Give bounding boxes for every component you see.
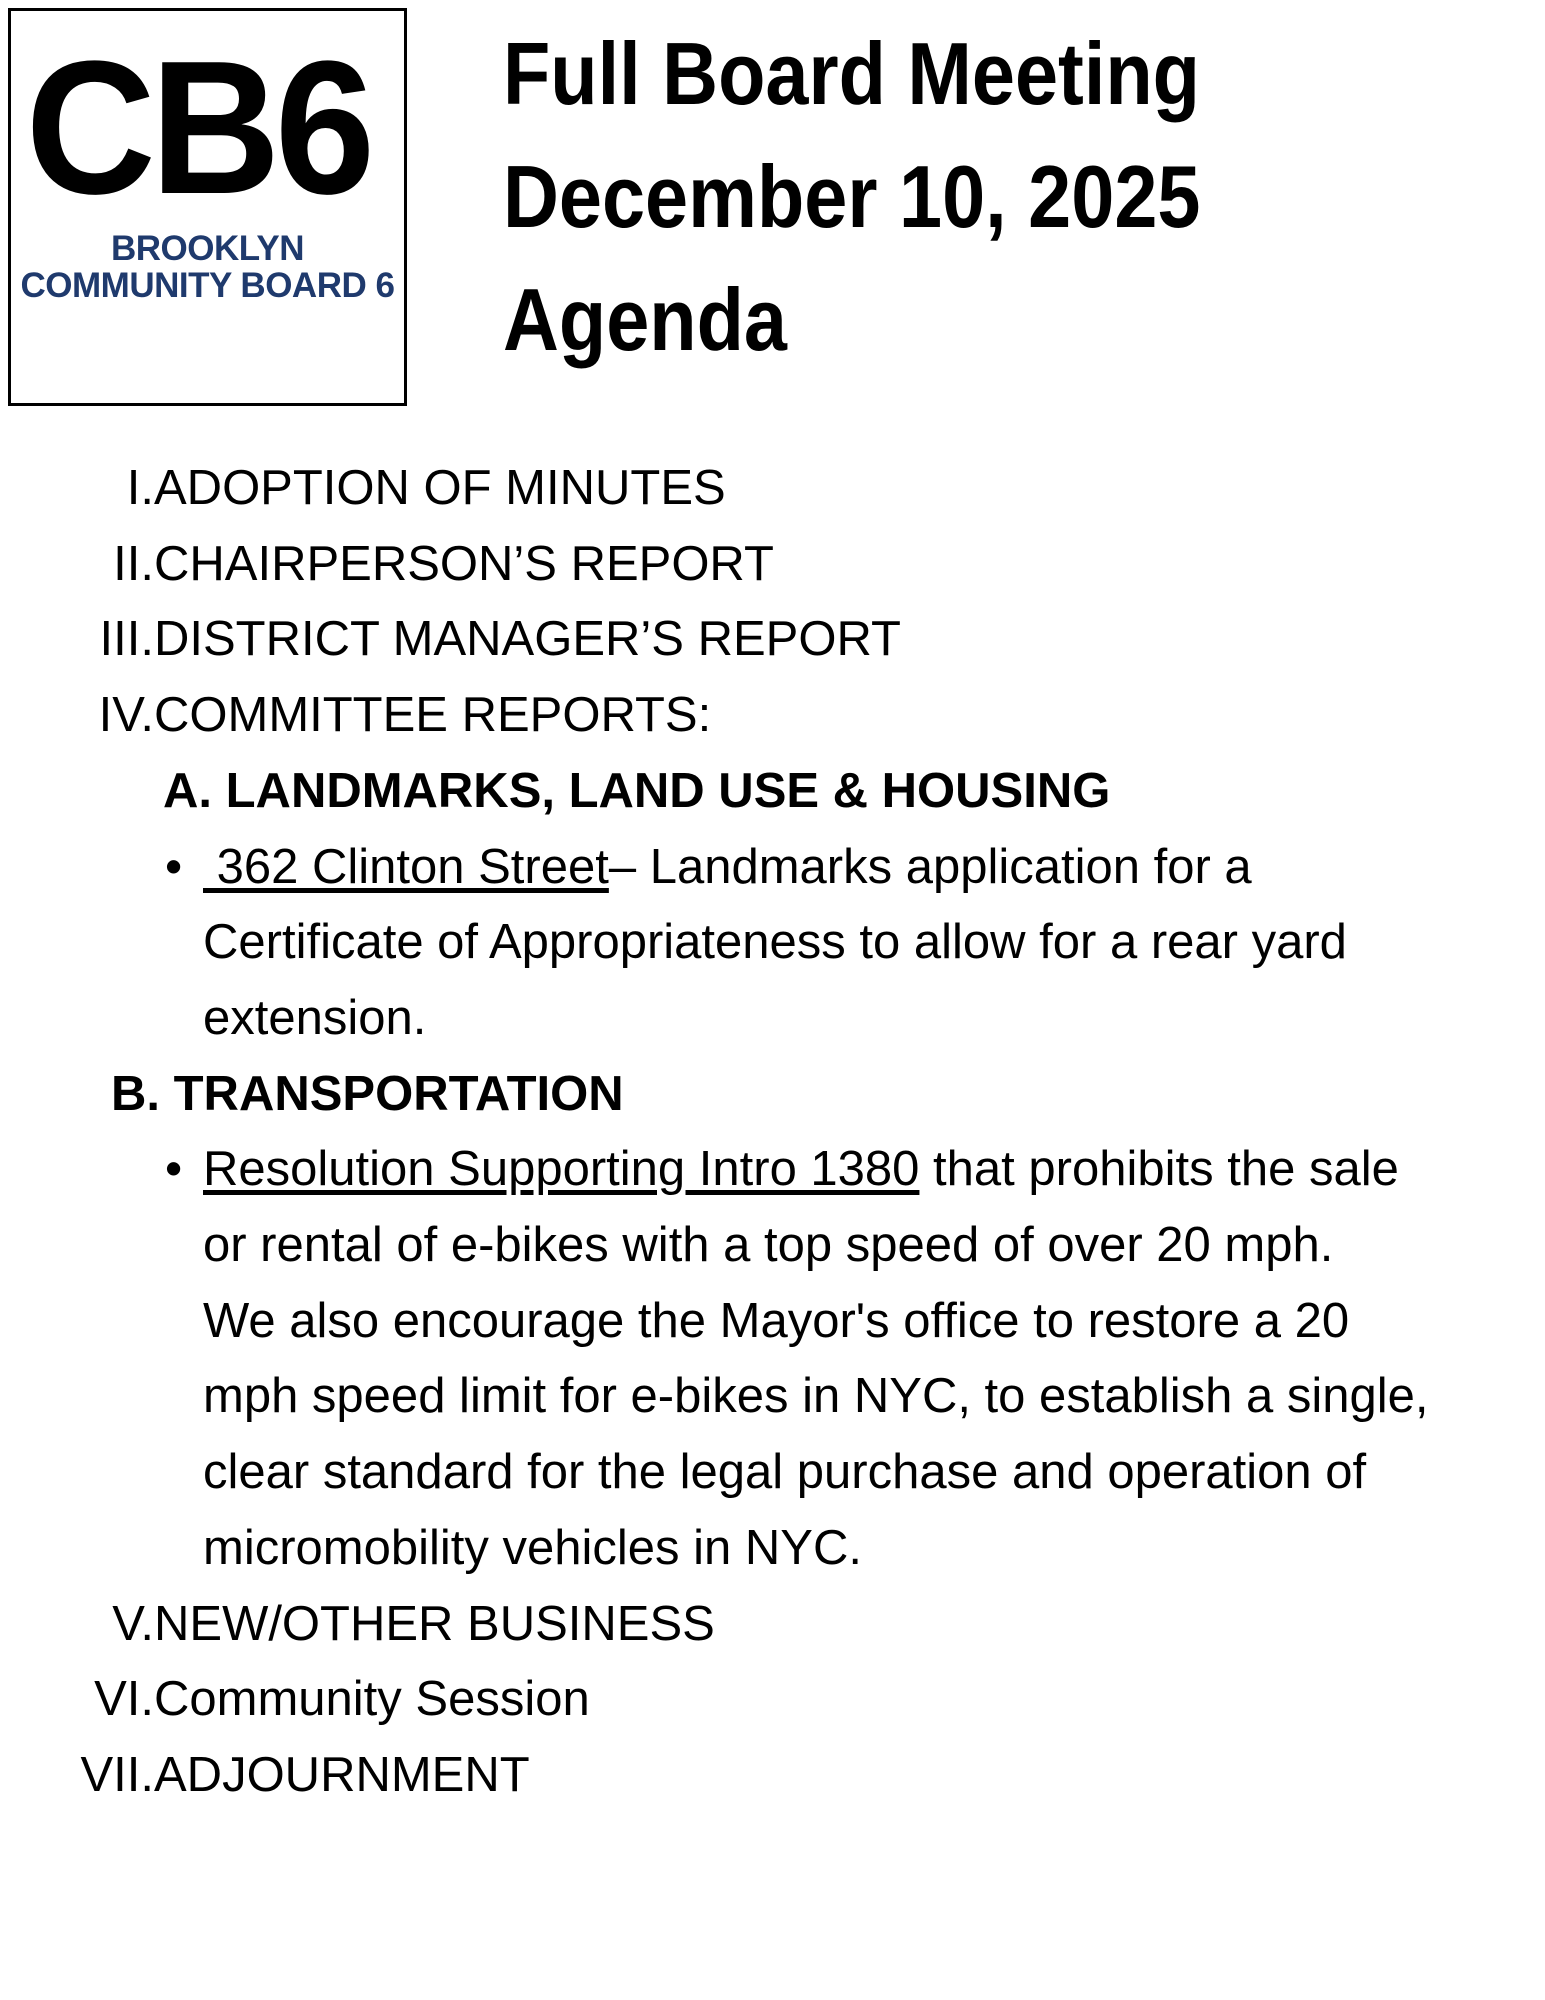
item-text: Community Session [154, 1672, 590, 1727]
agenda-item-VI [0, 1662, 1545, 1738]
bullet-line [0, 1132, 1545, 1208]
item-number: III. [99, 612, 154, 667]
agenda-bullet [0, 830, 1545, 1057]
item-number: V. [112, 1596, 154, 1651]
item-text: LANDMARKS, LAND USE & HOUSING [225, 763, 1111, 818]
cb6-logo [8, 8, 407, 406]
title-line-2: December 10, 2025 [503, 147, 1201, 246]
agenda-section-A [0, 754, 1545, 830]
meeting-title [503, 12, 1296, 381]
text-segment: clear standard for the legal purchase and operation of [203, 1445, 1367, 1500]
item-number: I. [126, 461, 154, 515]
item-number: VII. [80, 1747, 154, 1802]
agenda-bullet [0, 1132, 1545, 1586]
bullet-line [0, 1284, 1545, 1360]
bullet-line [0, 1435, 1545, 1511]
item-text: NEW/OTHER BUSINESS [154, 1596, 715, 1651]
item-text: TRANSPORTATION [173, 1066, 624, 1121]
text-segment: or rental of e-bikes with a top speed of over 20 mph. [203, 1218, 1334, 1273]
bullet-line [0, 981, 1545, 1057]
text-segment: mph speed limit for e-bikes in NYC, to establish a single, [203, 1369, 1429, 1424]
item-number: A. [163, 763, 226, 818]
item-number: IV. [98, 688, 154, 743]
text-segment: We also encourage the Mayor's office to restore a 20 [203, 1293, 1350, 1348]
item-text: ADJOURNMENT [154, 1747, 530, 1802]
text-segment: 362 Clinton Street [203, 839, 609, 894]
text-segment: that prohibits the sale [919, 1142, 1399, 1197]
bullet-line [0, 905, 1545, 981]
logo-acronym: CB6 [25, 22, 370, 234]
item-number: II. [113, 536, 154, 591]
logo-org-line1: BROOKLYN [110, 229, 305, 268]
text-segment: micromobility vehicles in NYC. [203, 1520, 862, 1575]
title-line-1: Full Board Meeting [503, 24, 1200, 123]
logo-org-line2: COMMUNITY BOARD 6 [20, 266, 395, 305]
bullet-icon: • [165, 839, 183, 894]
agenda-item-V [0, 1587, 1545, 1663]
item-text: COMMITTEE REPORTS: [154, 688, 712, 743]
title-line-3: Agenda [503, 270, 787, 369]
item-text: DISTRICT MANAGER’S REPORT [154, 612, 901, 667]
item-number: VI. [94, 1672, 154, 1727]
text-segment: Certificate of Appropriateness to allow for a rear yard [203, 915, 1347, 970]
item-text: ADOPTION OF MINUTES [154, 461, 726, 515]
agenda-item-III [0, 602, 1545, 678]
agenda-list [0, 451, 1545, 1814]
text-segment: extension. [203, 990, 427, 1045]
text-segment: – Landmarks application for a [608, 839, 1252, 894]
text-segment: Resolution Supporting Intro 1380 [203, 1142, 920, 1197]
bullet-line [0, 830, 1545, 906]
item-text: CHAIRPERSON’S REPORT [154, 536, 774, 591]
agenda-section-B [0, 1057, 1545, 1133]
bullet-icon: • [165, 1142, 183, 1197]
agenda-item-IV [0, 678, 1545, 754]
bullet-line [0, 1359, 1545, 1435]
bullet-line [0, 1511, 1545, 1587]
agenda-item-II [0, 527, 1545, 603]
agenda-item-VII [0, 1738, 1545, 1814]
agenda-item-I [0, 451, 1545, 527]
bullet-line [0, 1208, 1545, 1284]
item-number: B. [111, 1066, 174, 1121]
